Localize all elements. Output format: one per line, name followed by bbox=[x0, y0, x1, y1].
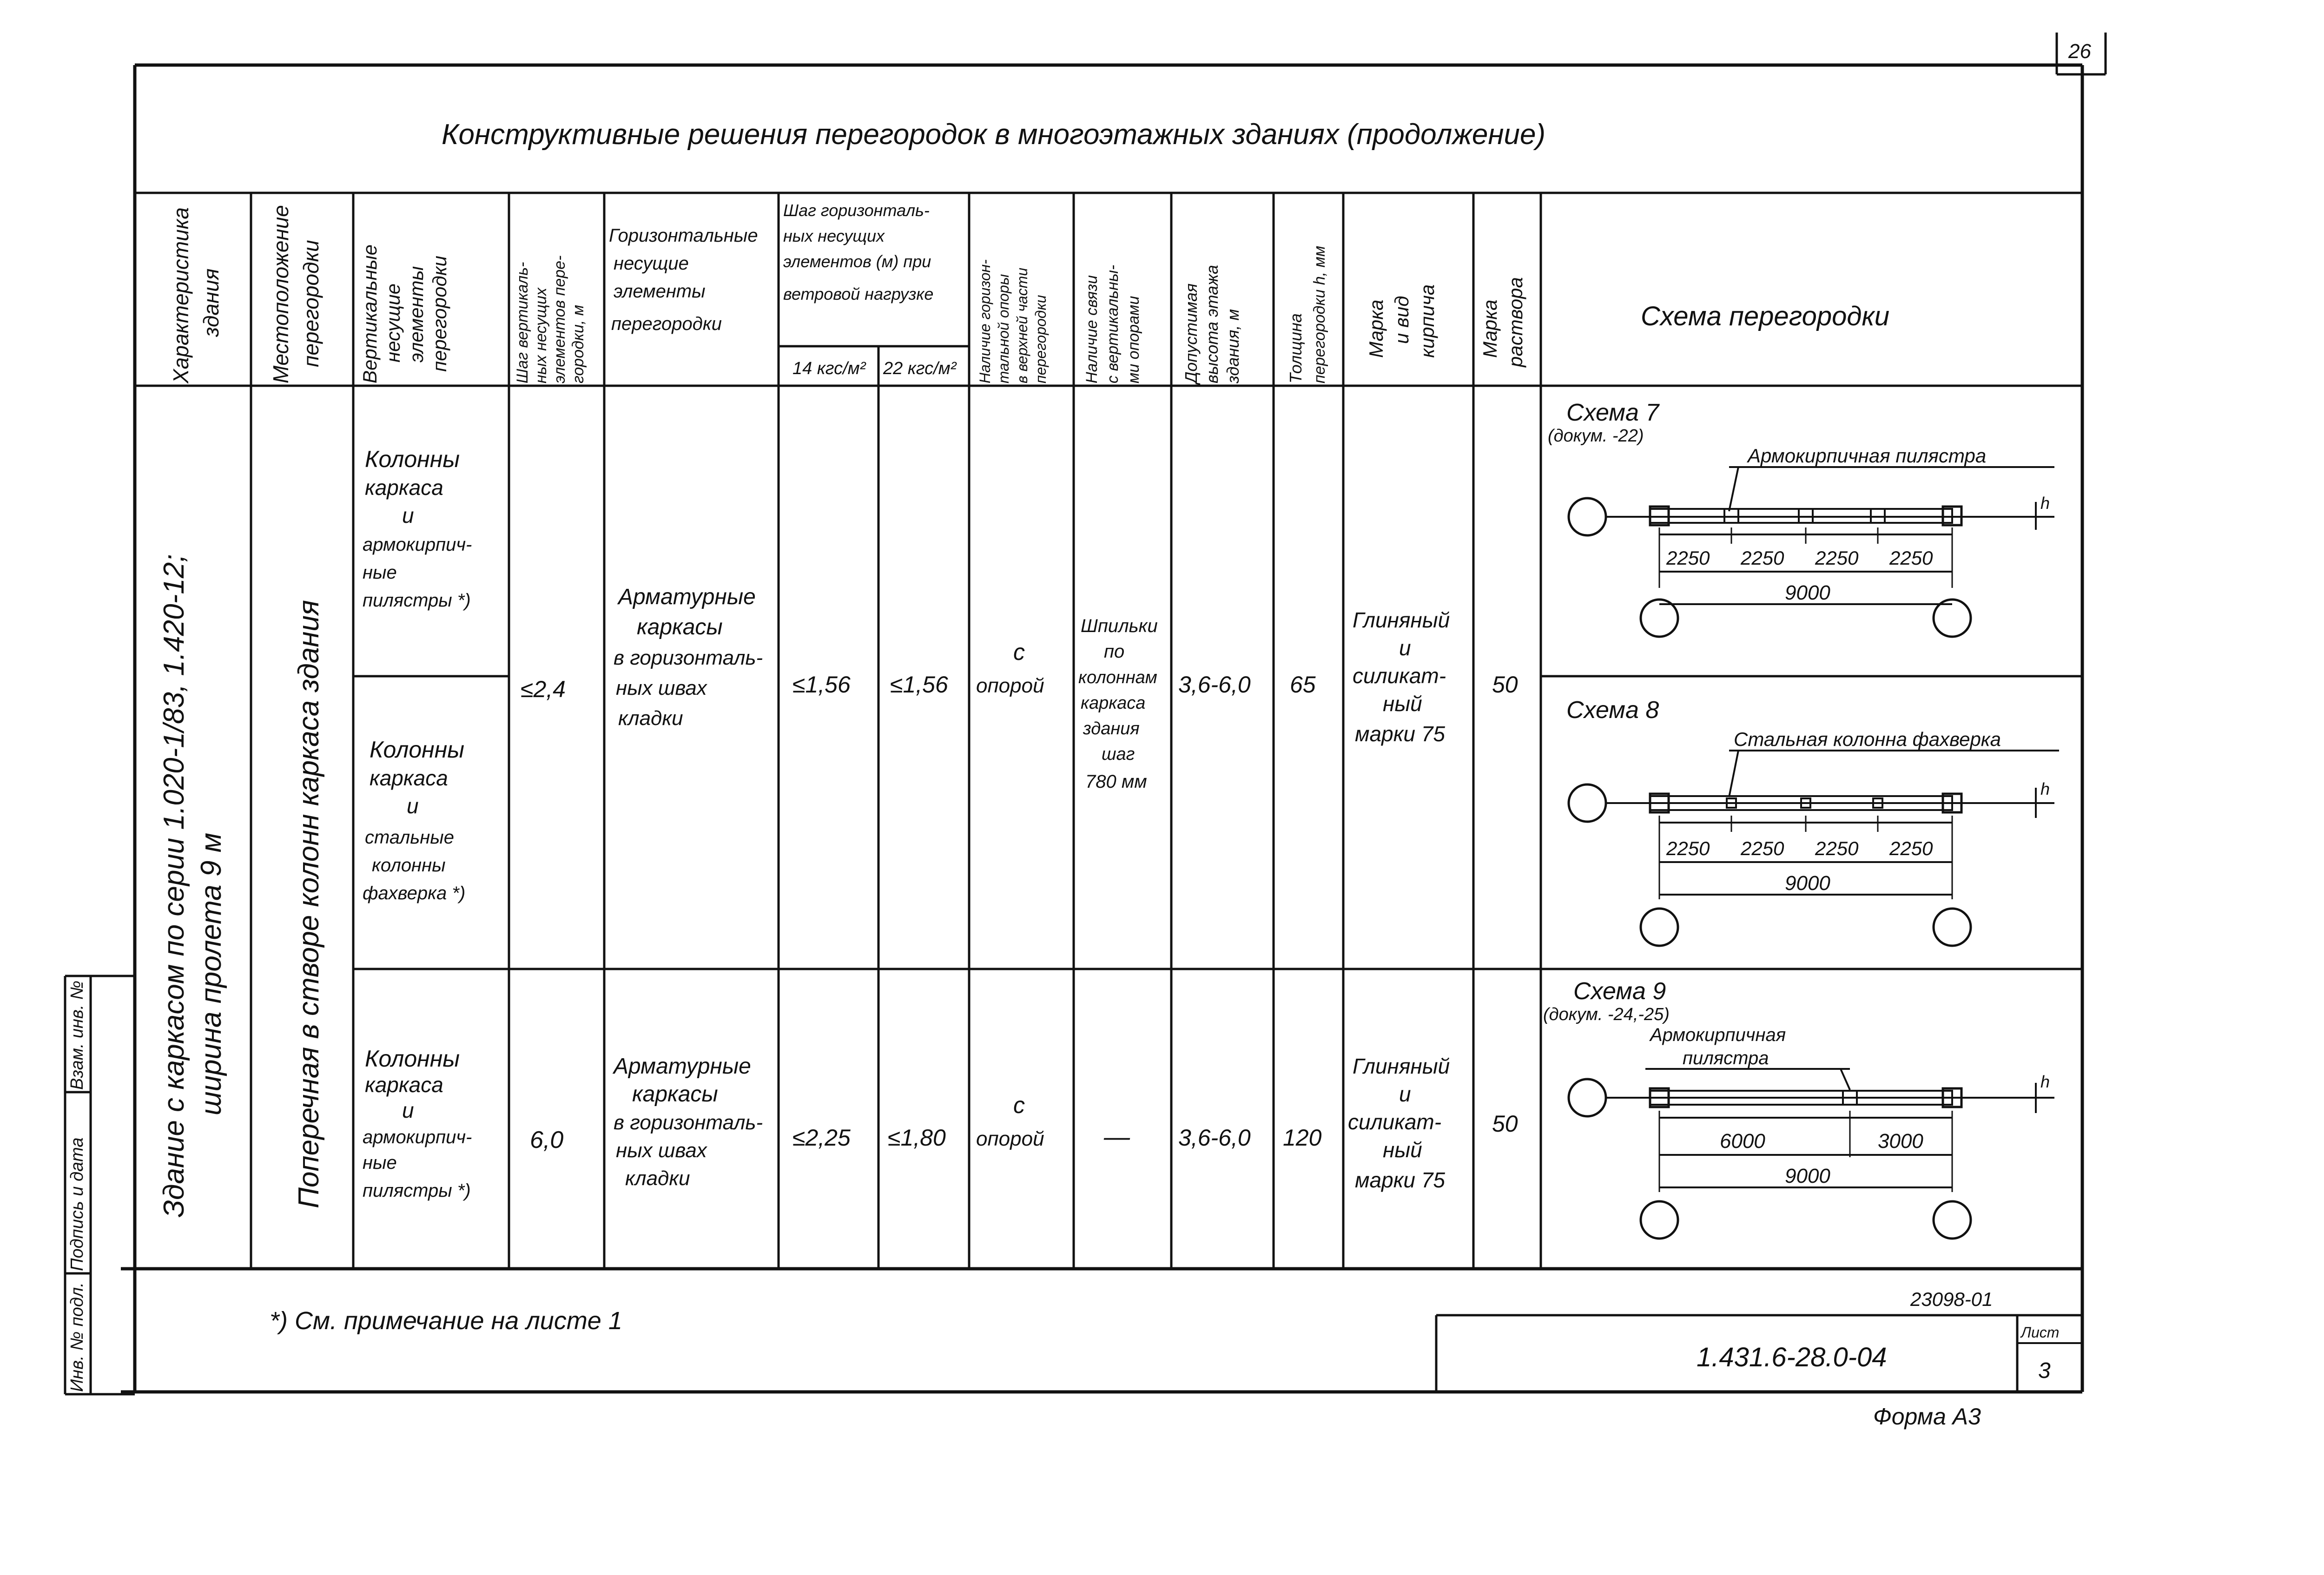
svg-text:Схема 7: Схема 7 bbox=[1566, 399, 1659, 426]
svg-text:несущие: несущие bbox=[614, 253, 689, 274]
svg-text:стальные: стальные bbox=[365, 827, 454, 848]
svg-text:и: и bbox=[1399, 1082, 1411, 1106]
sheet-label: Лист bbox=[2021, 1324, 2060, 1341]
svg-text:2250: 2250 bbox=[1666, 547, 1710, 569]
svg-text:Здание с каркасом по серии 1.0: Здание с каркасом по серии 1.020-1/83, 1.420-12; bbox=[158, 554, 190, 1218]
svg-text:9000: 9000 bbox=[1785, 581, 1830, 604]
scheme-7 bbox=[1548, 399, 2054, 637]
svg-text:2250: 2250 bbox=[1889, 837, 1933, 859]
svg-text:ные: ные bbox=[363, 1153, 397, 1173]
header-vertical-elements bbox=[359, 244, 450, 383]
page-number: 26 bbox=[2068, 40, 2091, 63]
svg-text:и: и bbox=[402, 503, 414, 527]
svg-text:пилястра: пилястра bbox=[1683, 1048, 1769, 1068]
svg-text:марки 75: марки 75 bbox=[1355, 1168, 1445, 1192]
svg-text:h: h bbox=[2040, 779, 2050, 798]
svg-text:силикат-: силикат- bbox=[1348, 1110, 1442, 1134]
row12-brick bbox=[1353, 608, 1450, 746]
svg-text:силикат-: силикат- bbox=[1353, 664, 1446, 688]
svg-text:раствора: раствора bbox=[1505, 277, 1526, 367]
svg-text:Шаг горизонталь-: Шаг горизонталь- bbox=[783, 201, 930, 220]
svg-text:ных несущих: ных несущих bbox=[532, 288, 550, 383]
svg-text:ширина пролета 9 м: ширина пролета 9 м bbox=[195, 832, 227, 1115]
svg-text:Толщина: Толщина bbox=[1286, 313, 1305, 383]
svg-text:армокирпич-: армокирпич- bbox=[363, 534, 472, 555]
header-horizontal-step bbox=[783, 201, 957, 378]
page-title: Конструктивные решения перегородок в многоэтажных зданиях (продолжение) bbox=[442, 119, 1546, 151]
header-links bbox=[1083, 265, 1142, 383]
row12-floor-height: 3,6-6,0 bbox=[1178, 672, 1251, 698]
svg-text:2250: 2250 bbox=[1741, 837, 1784, 859]
svg-text:и: и bbox=[402, 1098, 414, 1122]
header-scheme: Схема перегородки bbox=[1641, 301, 1890, 331]
header-characteristic bbox=[169, 207, 223, 384]
svg-text:h: h bbox=[2040, 494, 2050, 513]
svg-text:2250: 2250 bbox=[1666, 837, 1710, 859]
row3-thickness: 120 bbox=[1283, 1125, 1322, 1151]
sheet-number: 3 bbox=[2038, 1358, 2051, 1383]
svg-text:каркаса: каркаса bbox=[365, 475, 443, 500]
svg-text:опорой: опорой bbox=[976, 674, 1044, 697]
row3-horizontal-elements bbox=[612, 1054, 763, 1190]
row12-step-22: ≤1,56 bbox=[890, 672, 948, 698]
svg-text:кирпича: кирпича bbox=[1416, 284, 1438, 358]
svg-text:городки, м: городки, м bbox=[569, 304, 587, 383]
svg-text:перегородки: перегородки bbox=[429, 256, 450, 372]
header-wind-14: 14 кгс/м² bbox=[792, 359, 866, 378]
row3-step-14: ≤2,25 bbox=[792, 1125, 851, 1151]
header-vertical-step bbox=[514, 256, 587, 383]
document-code: 1.431.6-28.0-04 bbox=[1697, 1342, 1887, 1372]
svg-text:Стальная колонна фахверка: Стальная колонна фахверка bbox=[1734, 728, 2001, 750]
svg-text:в горизонталь-: в горизонталь- bbox=[614, 1111, 763, 1134]
svg-text:Марка: Марка bbox=[1479, 299, 1501, 358]
header-floor-height bbox=[1182, 265, 1242, 385]
side-stamp-replace: Взам. инв. № bbox=[67, 980, 87, 1090]
svg-text:кладки: кладки bbox=[625, 1167, 690, 1190]
svg-text:высота этажа: высота этажа bbox=[1202, 264, 1221, 383]
svg-text:Колонны: Колонны bbox=[370, 737, 465, 763]
svg-text:3000: 3000 bbox=[1878, 1130, 1923, 1153]
svg-text:и: и bbox=[407, 794, 419, 818]
svg-text:колонны: колонны bbox=[372, 855, 446, 876]
scheme-9 bbox=[1543, 978, 2054, 1239]
svg-text:Глиняный: Глиняный bbox=[1353, 608, 1450, 632]
svg-text:здания, м: здания, м bbox=[1223, 309, 1242, 383]
row12-thickness: 65 bbox=[1290, 672, 1316, 698]
header-top-support bbox=[977, 259, 1049, 383]
svg-text:перегородки: перегородки bbox=[299, 240, 323, 367]
svg-text:каркаса: каркаса bbox=[1081, 693, 1146, 713]
row12-links bbox=[1078, 616, 1158, 792]
svg-text:2250: 2250 bbox=[1815, 547, 1859, 569]
svg-text:ветровой нагрузке: ветровой нагрузке bbox=[783, 284, 934, 303]
svg-text:марки 75: марки 75 bbox=[1355, 722, 1445, 746]
building-characteristic bbox=[158, 554, 227, 1218]
svg-text:каркаса: каркаса bbox=[365, 1073, 443, 1097]
svg-text:элементов пере-: элементов пере- bbox=[551, 255, 568, 383]
svg-text:в верхней части: в верхней части bbox=[1014, 267, 1030, 383]
svg-text:элементы: элементы bbox=[405, 266, 427, 362]
row12-top-support bbox=[976, 639, 1044, 697]
header-brick bbox=[1365, 284, 1438, 358]
title-block bbox=[1436, 1288, 2082, 1392]
svg-text:(докум. -24,-25): (докум. -24,-25) bbox=[1543, 1005, 1670, 1024]
svg-text:Арматурные: Арматурные bbox=[618, 585, 756, 609]
svg-text:Армокирпичная: Армокирпичная bbox=[1650, 1025, 1786, 1045]
svg-text:Марка: Марка bbox=[1365, 299, 1387, 358]
svg-text:Армокирпичная пилястра: Армокирпичная пилястра bbox=[1748, 445, 1987, 467]
row1-vertical-elements bbox=[363, 446, 472, 611]
svg-text:шаг: шаг bbox=[1102, 745, 1135, 764]
header-wind-22: 22 кгс/м² bbox=[883, 359, 957, 378]
row12-horizontal-elements bbox=[614, 585, 763, 730]
svg-text:ные: ные bbox=[363, 562, 397, 583]
svg-text:ми опорами: ми опорами bbox=[1125, 296, 1142, 383]
svg-text:Шпильки: Шпильки bbox=[1081, 616, 1158, 636]
svg-text:2250: 2250 bbox=[1741, 547, 1784, 569]
header-location bbox=[269, 205, 323, 383]
svg-text:2250: 2250 bbox=[1815, 837, 1859, 859]
svg-text:и вид: и вид bbox=[1391, 296, 1413, 344]
svg-text:фахверка *): фахверка *) bbox=[363, 883, 466, 903]
svg-text:ный: ный bbox=[1383, 1138, 1422, 1162]
svg-text:перегородки: перегородки bbox=[1032, 295, 1049, 383]
svg-text:пилястры *): пилястры *) bbox=[363, 1180, 471, 1201]
row3-mortar: 50 bbox=[1492, 1111, 1518, 1137]
svg-text:колоннам: колоннам bbox=[1078, 668, 1157, 687]
form-label: Форма А3 bbox=[1873, 1404, 1981, 1430]
row2-vertical-elements bbox=[363, 737, 465, 903]
svg-text:армокирпич-: армокирпич- bbox=[363, 1127, 472, 1147]
row3-top-support bbox=[976, 1092, 1044, 1150]
svg-text:Местоположение: Местоположение bbox=[269, 205, 293, 383]
row12-step-14: ≤1,56 bbox=[792, 672, 851, 698]
svg-text:с: с bbox=[1013, 639, 1025, 665]
side-stamp-signature: Подпись и дата bbox=[67, 1137, 87, 1271]
svg-text:с вертикальны-: с вертикальны- bbox=[1104, 264, 1122, 383]
svg-text:и: и bbox=[1399, 636, 1411, 660]
svg-text:перегородки: перегородки bbox=[611, 314, 722, 334]
svg-text:2250: 2250 bbox=[1889, 547, 1933, 569]
row3-step-22: ≤1,80 bbox=[888, 1125, 946, 1151]
row3-links: — bbox=[1104, 1122, 1130, 1151]
row12-step: ≤2,4 bbox=[521, 676, 566, 702]
svg-text:Колонны: Колонны bbox=[365, 1046, 460, 1072]
footnote: *) См. примечание на листе 1 bbox=[270, 1307, 622, 1335]
svg-text:здания: здания bbox=[1083, 719, 1140, 738]
svg-text:несущие: несущие bbox=[382, 283, 404, 362]
header-horizontal-elements bbox=[609, 225, 758, 334]
svg-text:каркасы: каркасы bbox=[637, 615, 723, 639]
svg-text:Арматурные: Арматурные bbox=[614, 1054, 751, 1079]
svg-text:h: h bbox=[2040, 1072, 2050, 1091]
svg-text:Глиняный: Глиняный bbox=[1353, 1054, 1450, 1078]
svg-text:Схема 9: Схема 9 bbox=[1573, 978, 1666, 1005]
svg-text:Характеристика: Характеристика bbox=[169, 207, 193, 383]
scheme-8 bbox=[1566, 697, 2059, 946]
svg-text:каркасы: каркасы bbox=[632, 1082, 718, 1107]
side-stamp bbox=[65, 976, 135, 1394]
svg-text:ный: ный bbox=[1383, 692, 1422, 716]
svg-text:9000: 9000 bbox=[1785, 1165, 1830, 1187]
svg-text:Вертикальные: Вертикальные bbox=[359, 244, 381, 383]
svg-text:пилястры *): пилястры *) bbox=[363, 590, 471, 611]
archive-number: 23098-01 bbox=[1910, 1288, 1993, 1310]
svg-text:с: с bbox=[1013, 1092, 1025, 1118]
svg-text:тальной опоры: тальной опоры bbox=[995, 274, 1012, 383]
svg-text:Схема 8: Схема 8 bbox=[1566, 697, 1659, 724]
svg-text:опорой: опорой bbox=[976, 1127, 1044, 1150]
svg-text:(докум. -22): (докум. -22) bbox=[1548, 426, 1644, 446]
svg-text:в горизонталь-: в горизонталь- bbox=[614, 646, 763, 669]
side-stamp-inventory: Инв. № подл. bbox=[67, 1282, 87, 1392]
svg-text:780 мм: 780 мм bbox=[1085, 771, 1147, 792]
svg-text:Горизонтальные: Горизонтальные bbox=[609, 225, 758, 246]
svg-text:Наличие горизон-: Наличие горизон- bbox=[977, 259, 993, 383]
svg-text:элементов (м) при: элементов (м) при bbox=[783, 252, 931, 271]
partition-location: Поперечная в створе колонн каркаса здания bbox=[293, 600, 325, 1208]
svg-text:каркаса: каркаса bbox=[370, 766, 448, 790]
svg-text:здания: здания bbox=[199, 268, 223, 337]
row3-floor-height: 3,6-6,0 bbox=[1178, 1125, 1251, 1151]
row3-vertical-elements bbox=[363, 1046, 472, 1201]
svg-text:6000: 6000 bbox=[1720, 1130, 1765, 1153]
svg-text:ных несущих: ных несущих bbox=[783, 226, 885, 245]
svg-text:по: по bbox=[1104, 641, 1125, 662]
row12-mortar: 50 bbox=[1492, 672, 1518, 698]
svg-text:ных швах: ных швах bbox=[616, 1139, 707, 1162]
row3-step: 6,0 bbox=[530, 1127, 564, 1153]
svg-text:Шаг вертикаль-: Шаг вертикаль- bbox=[514, 262, 531, 383]
svg-text:элементы: элементы bbox=[614, 281, 706, 302]
svg-text:кладки: кладки bbox=[618, 707, 683, 730]
svg-text:Колонны: Колонны bbox=[365, 446, 460, 472]
svg-text:ных швах: ных швах bbox=[616, 677, 707, 699]
header-thickness bbox=[1286, 246, 1328, 383]
svg-text:перегородки h, мм: перегородки h, мм bbox=[1311, 245, 1328, 383]
svg-text:Наличие связи: Наличие связи bbox=[1083, 275, 1101, 383]
svg-text:Допустимая: Допустимая bbox=[1182, 283, 1201, 383]
svg-text:9000: 9000 bbox=[1785, 872, 1830, 895]
row3-brick bbox=[1348, 1054, 1450, 1192]
header-mortar bbox=[1479, 277, 1526, 368]
